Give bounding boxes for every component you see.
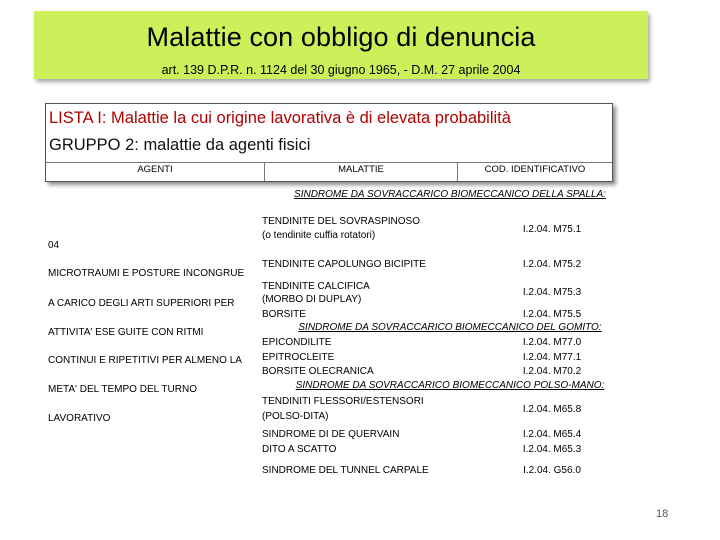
section-heading-spalla: SINDROME DA SOVRACCARICO BIOMECCANICO DELLA SPALLA: bbox=[294, 189, 606, 200]
disease-code: I.2.04. M65.8 bbox=[522, 404, 582, 415]
agent-line: MICROTRAUMI E POSTURE INCONGRUE bbox=[48, 268, 245, 279]
slide-subtitle: art. 139 D.P.R. n. 1124 del 30 giugno 1965, - D.M. 27 aprile 2004 bbox=[161, 63, 521, 77]
disease-name-note: (MORBO DI DUPLAY) bbox=[262, 294, 362, 305]
agent-line: A CARICO DEGLI ARTI SUPERIORI PER bbox=[48, 298, 235, 309]
disease-code: I.2.04. M75.3 bbox=[522, 287, 582, 298]
disease-code: I.2.04. M65.4 bbox=[522, 429, 582, 440]
slide-title: Malattie con obbligo di denuncia bbox=[146, 22, 536, 52]
disease-name: DITO A SCATTO bbox=[262, 444, 337, 455]
disease-name: TENDINITE CAPOLUNGO BICIPITE bbox=[262, 259, 426, 270]
section-heading-gomito: SINDROME DA SOVRACCARICO BIOMECCANICO DEL GOMITO: bbox=[298, 322, 602, 333]
header-agenti: AGENTI bbox=[137, 164, 173, 175]
disease-code: I.2.04. M65.3 bbox=[522, 444, 582, 455]
disease-name: SINDROME DEL TUNNEL CARPALE bbox=[262, 465, 429, 476]
agent-line: META' DEL TEMPO DEL TURNO bbox=[48, 384, 197, 395]
agent-line: CONTINUI E RIPETITIVI PER ALMENO LA bbox=[48, 355, 242, 366]
disease-name: EPITROCLEITE bbox=[262, 352, 335, 363]
title-banner bbox=[34, 11, 648, 79]
agent-code: 04 bbox=[48, 240, 60, 251]
disease-code: I.2.04. M75.2 bbox=[522, 259, 582, 270]
agent-line: ATTIVITA' ESE GUITE CON RITMI bbox=[48, 327, 204, 338]
disease-name: SINDROME DI DE QUERVAIN bbox=[262, 429, 400, 440]
list-title: LISTA I: Malattie la cui origine lavorativa è di elevata probabilità bbox=[49, 109, 511, 127]
disease-name-note: (o tendinite cuffia rotatori) bbox=[262, 230, 376, 241]
header-malattie: MALATTIE bbox=[338, 164, 384, 175]
page-number: 18 bbox=[656, 508, 669, 520]
disease-code: I.2.04. M77.1 bbox=[522, 352, 582, 363]
disease-name: EPICONDILITE bbox=[262, 337, 332, 348]
table-header-row bbox=[46, 162, 612, 181]
disease-name: BORSITE OLECRANICA bbox=[262, 366, 374, 377]
disease-code: I.2.04. M75.1 bbox=[522, 224, 582, 235]
disease-code: I.2.04. M75.5 bbox=[522, 309, 582, 320]
disease-code: I.2.04. M77.0 bbox=[522, 337, 582, 348]
disease-name: BORSITE bbox=[262, 309, 306, 320]
list-heading-box bbox=[45, 103, 613, 182]
disease-name: TENDINITI FLESSORI/ESTENSORI bbox=[262, 396, 424, 407]
disease-code: I.2.04. M70.2 bbox=[522, 366, 582, 377]
disease-name: TENDINITE DEL SOVRASPINOSO bbox=[262, 216, 420, 227]
section-heading-polso: SINDROME DA SOVRACCARICO BIOMECCANICO POLSO-MANO: bbox=[295, 380, 605, 391]
disease-name: TENDINITE CALCIFICA bbox=[262, 281, 370, 292]
disease-name-note: (POLSO-DITA) bbox=[262, 411, 329, 422]
header-cod: COD. IDENTIFICATIVO bbox=[484, 164, 586, 175]
group-title: GRUPPO 2: malattie da agenti fisici bbox=[49, 136, 311, 154]
disease-code: I.2.04. G56.0 bbox=[523, 465, 581, 476]
agent-line: LAVORATIVO bbox=[48, 413, 111, 424]
